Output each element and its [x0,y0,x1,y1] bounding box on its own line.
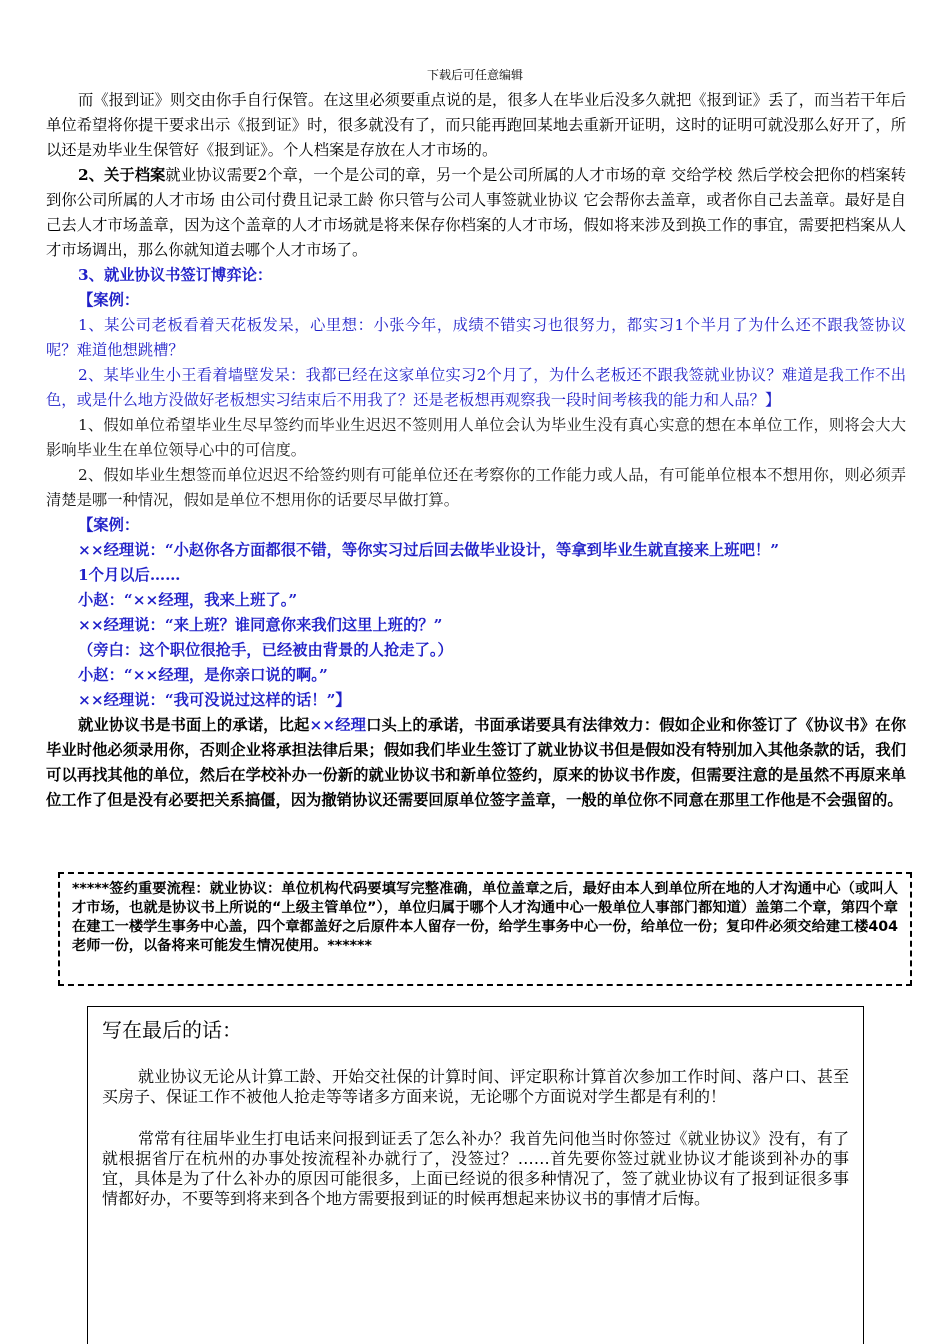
conclusion-text-start: 就业协议书是书面上的承诺，比起 [78,716,310,734]
dialogue-line: ××经理说：“小赵你各方面都很不错，等你实习过后回去做毕业设计，等拿到毕业生就直接来上班吧！” [78,541,779,559]
point-unit-wants-sign: 1、假如单位希望毕业生尽早签约而毕业生迟迟不签则用人单位会认为毕业生没有真心实意的想在本单位工作，则将会大大影响毕业生在单位领导心中的可信度。 [46,416,906,459]
page-header: 下载后可任意编辑 [426,68,523,82]
point-graduate-wants-sign: 2、假如毕业生想签而单位迟迟不给签约则有可能单位还在考察你的工作能力或人品，有可能单位根本不想用你，则必须弄清楚是哪一种情况，假如是单位不想用你的话要尽早做打算。 [46,466,906,509]
final-words-paragraph-2: 常常有往届毕业生打电话来问报到证丢了怎么补办？我首先问他当时你签过《就业协议》没有，有了就根据省厅在杭州的办事处按流程补办就行了，没签过？……首先要你签过就业协议才能谈到补办的事宜，具体是为了什么补办的原因可能很多，上面已经说的很多种情况了，签了就业协议有了报到证很多事情都好办，不要等到将来到各个地方需要报到证的时候再想起来协议书的事情才后悔。 [102,1129,849,1208]
section-archive-heading: 2、关于档案 [78,166,166,184]
final-words-box [87,1006,864,1344]
dialogue-line: 小赵：“××经理，我来上班了。” [78,591,298,609]
main-content [46,88,906,813]
paragraph-report-certificate: 而《报到证》则交由你手自行保管。在这里必须要重点说的是，很多人在毕业后没多久就把《报到证》丢了，而当若干年后单位希望将你提干要求出示《报到证》时，很多就没有了，而只能再跑回某地去重新开证明，这时的证明可就没那么好开了，所以还是劝毕业生保管好《报到证》。个人档案是存放在人才市场的。 [46,91,906,159]
case-boss: 1、某公司老板看着天花板发呆，心里想：小张今年，成绩不错实习也很努力，都实习1个半月了为什么还不跟我签协议呢？难道他想跳槽？ [46,316,906,359]
conclusion-highlight: ××经理 [309,716,367,734]
dialogue-line: ××经理说：“我可没说过这样的话！”】 [78,691,351,709]
dialogue-line: （旁白：这个职位很抢手，已经被由背景的人抢走了。） [78,641,453,659]
conclusion-paragraph [46,713,906,813]
case-label-2: 【案例： [78,516,140,534]
dialogue-line: 1个月以后…… [78,566,181,584]
dialogue-line: 小赵：“××经理，是你亲口说的啊。” [78,666,328,684]
section-game-theory-heading: 3、就业协议书签订博弈论： [78,266,273,284]
case-label-1: 【案例： [78,291,140,309]
final-words-paragraph-1: 就业协议无论从计算工龄、开始交社保的计算时间、评定职称计算首次参加工作时间、落户口、甚至买房子、保证工作不被他人抢走等等诸多方面来说，无论哪个方面说对学生都是有利的！ [102,1067,849,1106]
signing-process-notice [58,872,912,986]
conclusion-text-end: 口头上的承诺，书面承诺要具有法律效力：假如企业和你签订了《协议书》在你毕业时他必须录用你，否则企业将承担法律后果；假如我们毕业生签订了就业协议书但是假如没有特别加入其他条款的话，我们可以再找其他的单位，然后在学校补办一份新的就业协议书和新单位签约，原来的协议书作废，但需要注意的是虽然不再原来单位工作了但是没有必要把关系搞僵，因为撤销协议还需要回原单位签字盖章，一般的单位你不同意在那里工作他是不会强留的。 [46,716,906,809]
notice-text: *****签约重要流程：就业协议：单位机构代码要填写完整准确，单位盖章之后，最好由本人到单位所在地的人才沟通中心（或叫人才市场，也就是协议书上所说的“上级主管单位”），单位归属于哪个人才沟通中心一般单位人事部门都知道）盖第二个章，第四个章在建工一楼学生事务中心盖，四个章都盖好之后原件本人留存一份，给学生事务中心一份，给单位一份；复印件必须交给建工楼404老师一份，以备将来可能发生情况使用。****** [72,881,898,954]
section-archive-text: 就业协议需要2个章，一个是公司的章，另一个是公司所属的人才市场的章 交给学校 然后学校会把你的档案转到你公司所属的人才市场 由公司付费且记录工龄 你只管与公司人事签就业协议 它会帮你去盖章，或者你自己去盖章。最好是自己去人才市场盖章，因为这个盖章的人才市场就是将来保存你档案的人才市场，假如将来涉及到换工作的事宜，需要把档案从人才市场调出，那么你就知道去哪个人才市场了。 [46,166,906,259]
section-archive [46,163,906,263]
dialogue-line: ××经理说：“来上班？谁同意你来我们这里上班的？” [78,616,443,634]
case-graduate: 2、某毕业生小王看着墙壁发呆：我都已经在这家单位实习2个月了，为什么老板还不跟我签就业协议？难道是我工作不出色，或是什么地方没做好老板想实习结束后不用我了？还是老板想再观察我一段时间考核我的能力和人品？】 [46,366,906,409]
final-words-title: 写在最后的话： [102,1018,242,1042]
